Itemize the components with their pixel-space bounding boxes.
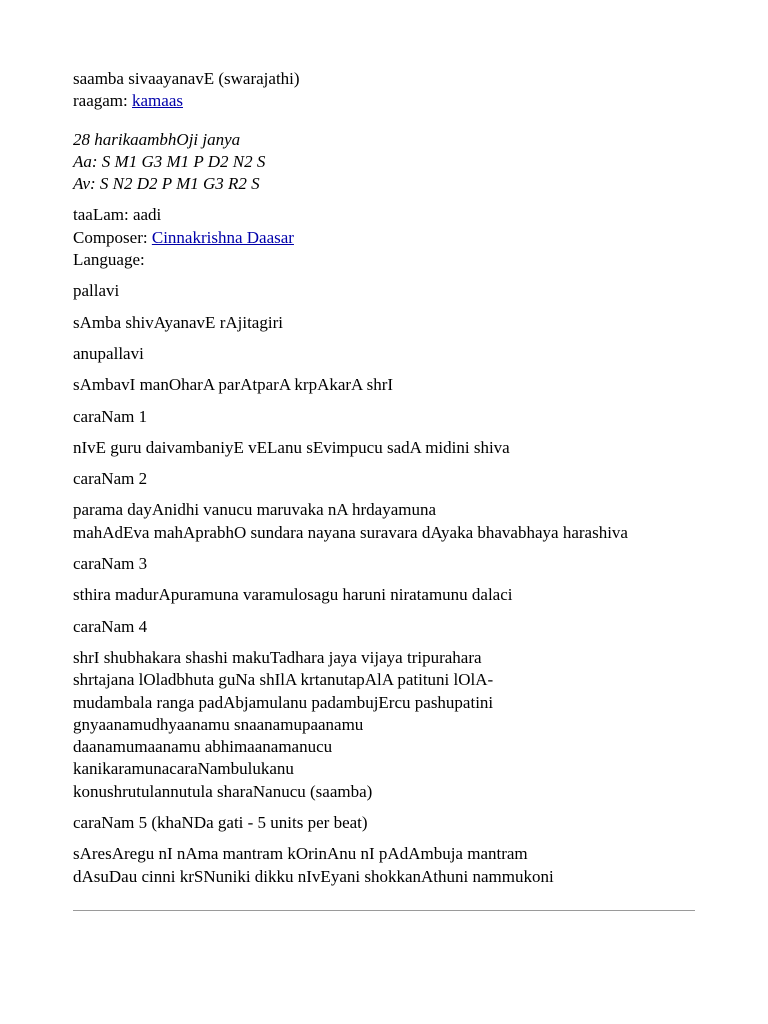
caranam4-heading-text: caraNam 4	[73, 616, 148, 636]
pallavi-text: sAmba shivAyanavE rAjitagiri	[73, 312, 283, 332]
caranam4-section	[73, 647, 695, 803]
melakarta-text: 28 harikaambhOji janya	[73, 129, 241, 149]
composer-label: Composer:	[73, 227, 148, 247]
caranam3-section	[73, 584, 695, 606]
caranam4-line: shrtajana lOladbhuta guNa shIlA krtanutapAlA patituni lOlA-	[73, 670, 494, 690]
caranam5-line: dAsuDau cinni krSNuniki dikku nIvEyani shokkanAthuni nammukoni	[73, 866, 554, 886]
raagam-label: raagam:	[73, 91, 128, 111]
song-title: saamba sivaayanavE (swarajathi)	[73, 69, 300, 88]
caranam4-line: gnyaanamudhyaanamu snaanamupaanamu	[73, 714, 364, 734]
caranam4-line: kanikaramunacaraNambulukanu	[73, 759, 294, 779]
horizontal-divider	[73, 910, 695, 911]
taalam-text: taaLam: aadi	[73, 205, 162, 225]
composer-line	[73, 227, 695, 249]
caranam2-line: parama dayAnidhi vanucu maruvaka nA hrdayamuna	[73, 500, 437, 520]
composer-link[interactable]: Cinnakrishna Daasar	[151, 227, 294, 247]
caranam2-heading-text: caraNam 2	[73, 469, 148, 489]
anupallavi-section	[73, 374, 695, 396]
caranam3-text: sthira madurApuramuna varamulosagu haruni niratamunu dalaci	[73, 585, 513, 605]
caranam2-heading	[73, 468, 695, 490]
song-header	[73, 68, 695, 113]
language-text: Language:	[73, 250, 145, 270]
scale-block	[73, 129, 695, 196]
lyrics-page	[73, 68, 695, 888]
info-block	[73, 204, 695, 271]
caranam5-heading	[73, 812, 695, 834]
anupallavi-heading-text: anupallavi	[73, 343, 144, 363]
caranam1-section	[73, 437, 695, 459]
caranam2-section	[73, 499, 695, 544]
caranam5-heading-text: caraNam 5 (khaNDa gati - 5 units per beat)	[73, 813, 368, 833]
pallavi-heading	[73, 280, 695, 302]
caranam2-line: mahAdEva mahAprabhO sundara nayana suravara dAyaka bhavabhaya harashiva	[73, 522, 628, 542]
caranam3-heading-text: caraNam 3	[73, 554, 148, 574]
caranam4-line: konushrutulannutula sharaNanucu (saamba)	[73, 781, 373, 801]
caranam5-section	[73, 843, 695, 888]
caranam4-line: shrI shubhakara shashi makuTadhara jaya vijaya tripurahara	[73, 647, 482, 667]
caranam4-heading	[73, 616, 695, 638]
anupallavi-heading	[73, 343, 695, 365]
caranam3-heading	[73, 553, 695, 575]
avarohanam-text: Av: S N2 D2 P M1 G3 R2 S	[73, 174, 260, 194]
raagam-link[interactable]: kamaas	[132, 91, 183, 111]
caranam1-text: nIvE guru daivambaniyE vELanu sEvimpucu sadA midini shiva	[73, 437, 510, 457]
arohanam-text: Aa: S M1 G3 M1 P D2 N2 S	[73, 151, 266, 171]
caranam4-line: daanamumaanamu abhimaanamanucu	[73, 737, 333, 757]
pallavi-heading-text: pallavi	[73, 281, 120, 301]
anupallavi-text: sAmbavI manOharA parAtparA krpAkarA shrI	[73, 375, 394, 395]
raagam-line	[73, 90, 695, 112]
caranam1-heading-text: caraNam 1	[73, 406, 148, 426]
caranam4-line: mudambala ranga padAbjamulanu padambujErcu pashupatini	[73, 692, 494, 712]
pallavi-section	[73, 312, 695, 334]
caranam5-line: sAresAregu nI nAma mantram kOrinAnu nI pAdAmbuja mantram	[73, 844, 528, 864]
caranam1-heading	[73, 406, 695, 428]
